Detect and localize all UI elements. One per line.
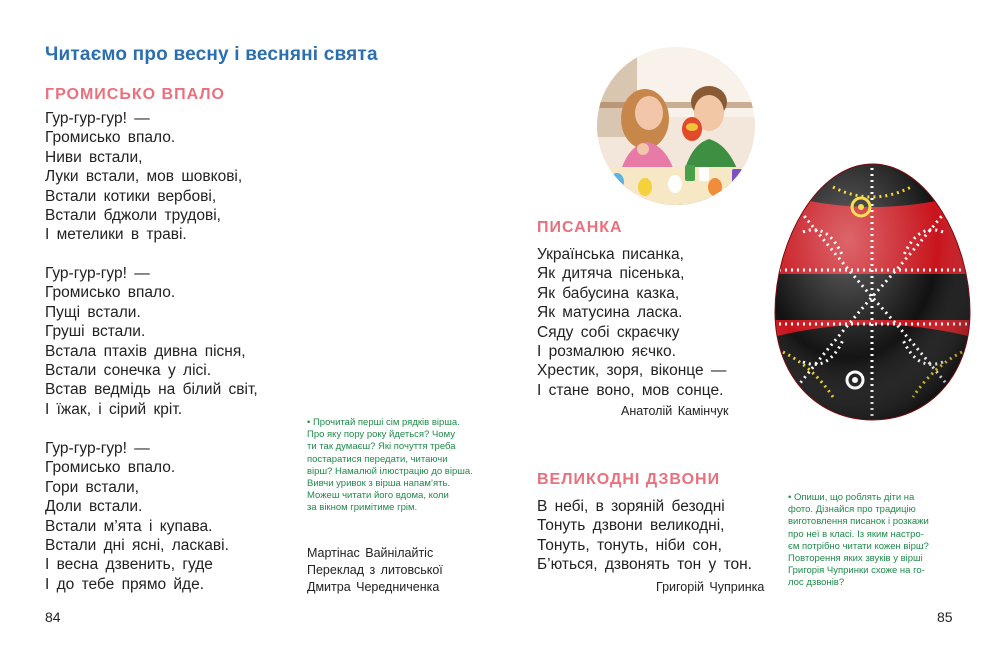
poem-line: І їжак, і сірий кріт. <box>45 400 183 418</box>
page-title: Читаємо про весну і весняні свята <box>45 44 378 65</box>
note-line: про неї в класі. Із яким настро- <box>788 528 924 540</box>
poem-title-dzvony: ВЕЛИКОДНІ ДЗВОНИ <box>537 471 721 488</box>
task-note-right <box>788 492 958 590</box>
poem-stanza-1 <box>45 109 242 245</box>
poem-author-vainilaitis <box>307 545 443 596</box>
poem-line: Українська писанка, <box>537 246 684 263</box>
task-note-left <box>307 417 487 515</box>
note-line: постаратися передати, читаючи <box>307 453 448 465</box>
poem-line: Як матусина ласка. <box>537 304 683 322</box>
poem-line: Встав ведмідь на білий світ, <box>45 381 258 399</box>
note-line: за вікном гримітиме грім. <box>307 502 418 514</box>
note-line: ти так думаєш? Які почуття треба <box>307 441 456 453</box>
page-number-right: 85 <box>937 609 953 625</box>
note-line: фото. Дізнайся про традицію <box>788 504 916 516</box>
poem-dzvony-text <box>537 497 752 575</box>
poem-line: Груші встали. <box>45 323 146 341</box>
poem-line: Гур-гур-гур! — <box>45 440 150 457</box>
poem-title-gromysko: ГРОМИСЬКО ВПАЛО <box>45 86 225 103</box>
poem-line: Луки встали, мов шовкові, <box>45 168 243 186</box>
poem-line: Тонуть, тонуть, ніби сон, <box>537 536 722 554</box>
note-line: виготовлення писанок і розкажи <box>788 516 929 528</box>
author-line: Мартінас Вайнілайтіс <box>307 546 434 560</box>
poem-line: Б’ються, дзвонять тон у тон. <box>537 556 752 574</box>
note-line: лос дзвонів? <box>788 577 845 589</box>
bullet-icon: • <box>788 492 792 503</box>
author-line: Дмитра Чередниченка <box>307 580 440 594</box>
poem-title-pysanka: ПИСАНКА <box>537 219 623 236</box>
poem-line: Хрестик, зоря, віконце — <box>537 362 727 380</box>
poem-line: Гур-гур-гур! — <box>45 110 150 127</box>
poem-line: Гори встали, <box>45 478 139 496</box>
poem-pysanka-text <box>537 245 726 400</box>
note-line: Опиши, що роблять діти на <box>793 492 915 503</box>
poem-line: Громисько впало. <box>45 284 176 302</box>
poem-author-kaminchuk: Анатолій Камінчук <box>621 404 729 418</box>
poem-line: І метелики в траві. <box>45 226 187 244</box>
poem-line: Громисько впало. <box>45 129 176 147</box>
children-painting-eggs-photo <box>597 47 755 205</box>
poem-stanza-3 <box>45 439 229 594</box>
poem-line: Громисько впало. <box>45 459 176 477</box>
note-line: Про яку пору року йдеться? Чому <box>307 429 455 441</box>
poem-line: Встала птахів дивна пісня, <box>45 342 246 360</box>
note-line: Можеш читати його вдома, коли <box>307 490 449 502</box>
poem-line: Сяду собі скраєчку <box>537 323 680 341</box>
poem-line: Пущі встали. <box>45 303 141 321</box>
poem-line: І розмалюю яєчко. <box>537 343 676 361</box>
bullet-icon: • <box>307 417 311 428</box>
poem-line: Встали бджоли трудові, <box>45 207 221 225</box>
poem-line: Ниви встали, <box>45 148 143 166</box>
note-line: Прочитай перші сім рядків вірша. <box>312 417 460 428</box>
poem-line: Як бабусина казка, <box>537 284 680 302</box>
poem-line: Встали м’ята і купава. <box>45 517 213 535</box>
page-number-left: 84 <box>45 609 61 625</box>
pysanka-egg-image <box>773 162 972 424</box>
author-line: Переклад з литовської <box>307 563 443 577</box>
poem-line: Доли встали. <box>45 498 143 516</box>
poem-line: Встали сонечка у лісі. <box>45 362 212 380</box>
poem-line: І стане воно, мов сонце. <box>537 381 724 399</box>
poem-author-chuprynka: Григорій Чупринка <box>656 580 765 594</box>
poem-line: І до тебе прямо йде. <box>45 575 205 593</box>
poem-line: Встали дні ясні, ласкаві. <box>45 537 229 555</box>
poem-line: І весна дзвенить, гуде <box>45 556 213 574</box>
note-line: Григорія Чупринки схоже на го- <box>788 565 925 577</box>
poem-line: В небі, в зоряній безодні <box>537 498 725 515</box>
note-line: вірш? Намалюй ілюстрацію до вірша. <box>307 465 473 477</box>
note-line: Повторення яких звуків у вірші <box>788 553 923 565</box>
poem-line: Гур-гур-гур! — <box>45 265 150 282</box>
note-line: Вивчи уривок з вірша напам’ять. <box>307 478 451 490</box>
note-line: єм потрібно читати кожен вірш? <box>788 540 929 552</box>
poem-line: Як дитяча пісенька, <box>537 265 685 283</box>
poem-line: Встали котики вербові, <box>45 187 217 205</box>
poem-line: Тонуть дзвони великодні, <box>537 517 725 535</box>
poem-stanza-2 <box>45 264 258 419</box>
